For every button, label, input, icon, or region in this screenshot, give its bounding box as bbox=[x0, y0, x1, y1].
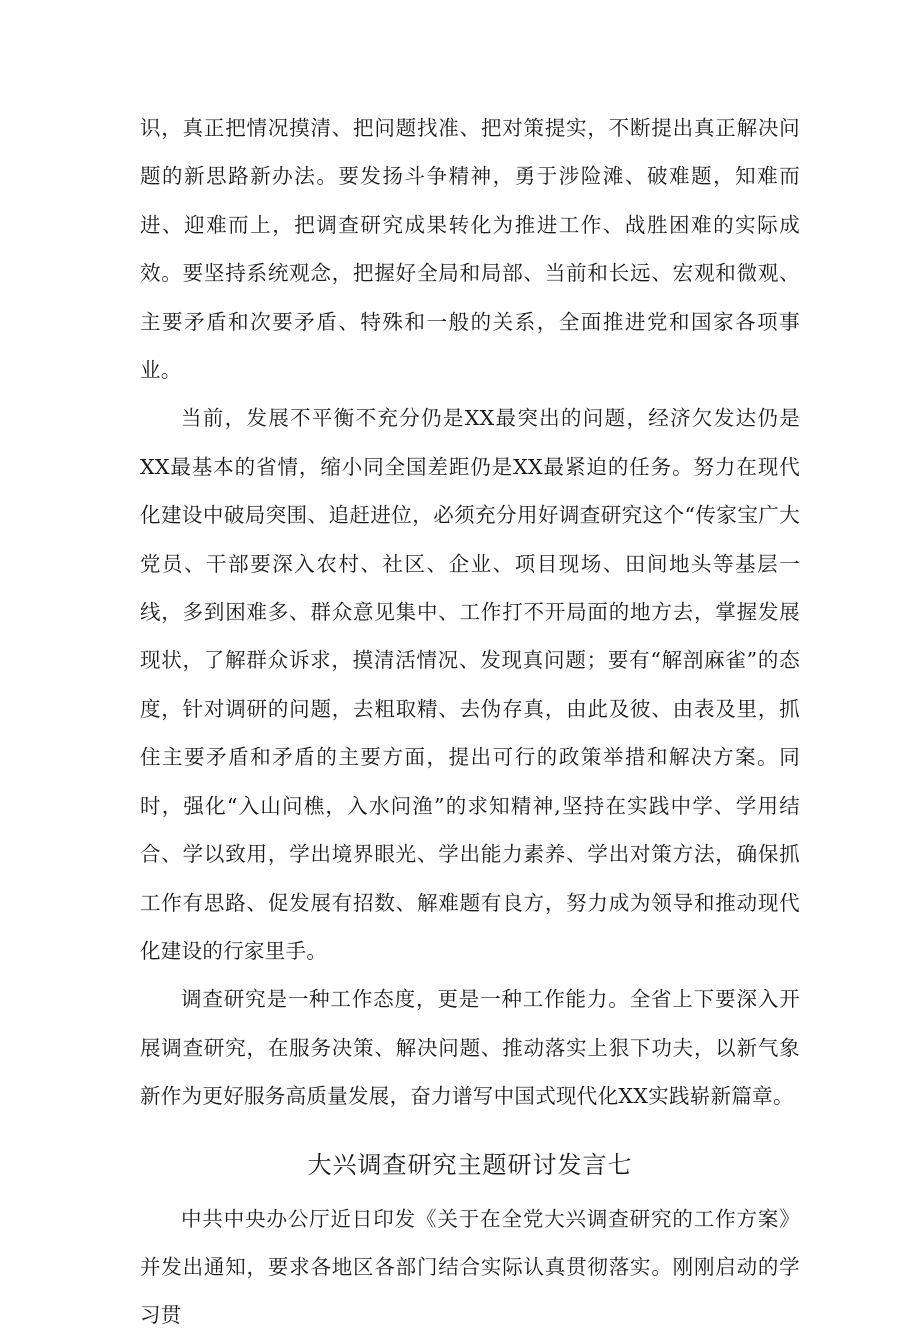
paragraph-section-opening: 中共中央办公厅近日印发《关于在全党大兴调查研究的工作方案》并发出通知，要求各地区各部门结合实际认真贯彻落实。刚刚启动的学习贯 bbox=[140, 1206, 800, 1328]
section-heading: 大兴调查研究主题研讨发言七 bbox=[307, 1150, 633, 1179]
paragraph-continued: 识，真正把情况摸清、把问题找准、把对策提实，不断提出真正解决问题的新思路新办法。要发扬斗争精神，勇于涉险滩、破难题，知难而进、迎难而上，把调查研究成果转化为推进工作、战胜困难的实际成效。要坚持系统观念，把握好全局和局部、当前和长远、宏观和微观、主要矛盾和次要矛盾、特殊和一般的关系，全面推进党和国家各项事业。 bbox=[140, 116, 800, 383]
paragraph-conclusion: 调查研究是一种工作态度，更是一种工作能力。全省上下要深入开展调查研究，在服务决策、解决问题、推动落实上狠下功夫，以新气象新作为更好服务高质量发展，奋力谱写中国式现代化XX实践崭新篇章。 bbox=[140, 987, 800, 1109]
document-page bbox=[140, 104, 800, 1340]
paragraph-current-situation: 当前，发展不平衡不充分仍是XX最突出的问题，经济欠发达仍是XX最基本的省情，缩小同全国差距仍是XX最紧迫的任务。努力在现代化建设中破局突围、追赶进位，必须充分用好调查研究这个“传家宝广大党员、干部要深入农村、社区、企业、项目现场、田间地头等基层一线，多到困难多、群众意见集中、工作打不开局面的地方去，掌握发展现状，了解群众诉求，摸清活情况、发现真问题；要有“解剖麻雀”的态度，针对调研的问题，去粗取精、去伪存真，由此及彼、由表及里，抓住主要矛盾和矛盾的主要方面，提出可行的政策举措和解决方案。同时，强化“入山问樵，入水问渔”的求知精神,坚持在实践中学、学用结合、学以致用，学出境界眼光、学出能力素养、学出对策方法，确保抓工作有思路、促发展有招数、解难题有良方，努力成为领导和推动现代化建设的行家里手。 bbox=[140, 406, 800, 963]
